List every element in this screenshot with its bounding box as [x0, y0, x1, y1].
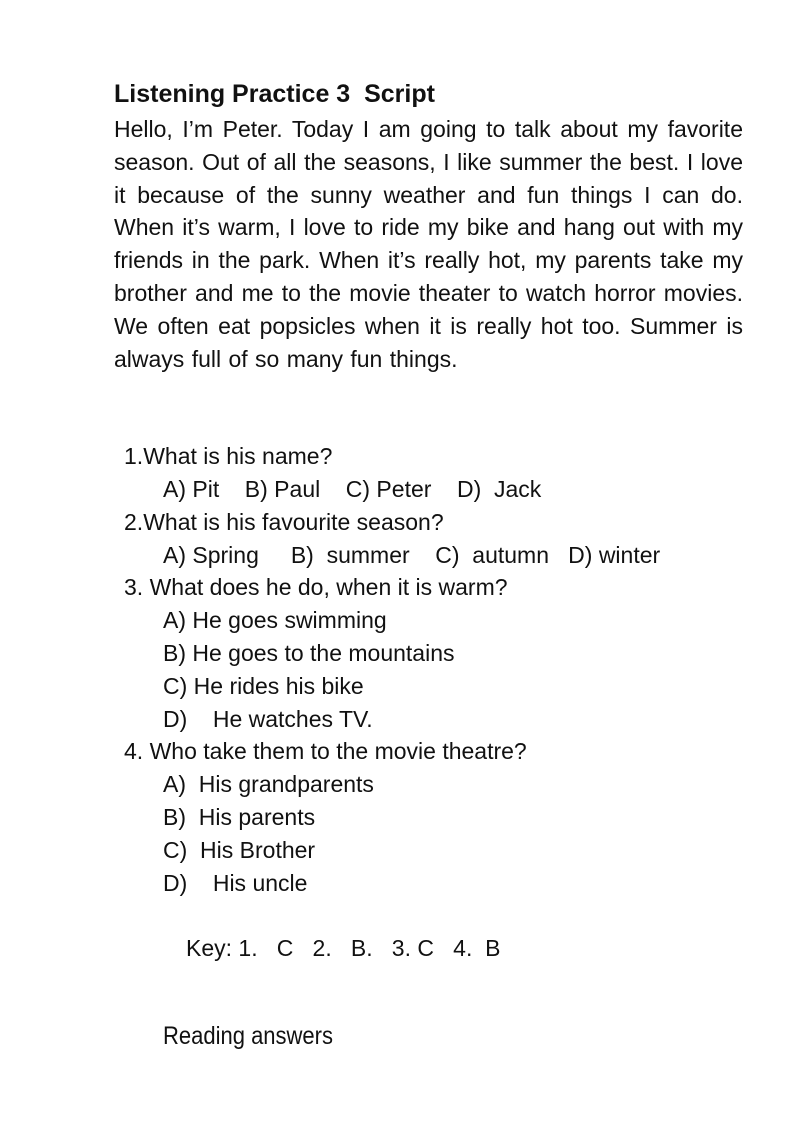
question-number: 4.	[124, 738, 144, 764]
question-text: Who take them to the movie theatre?	[143, 738, 527, 764]
question-number: 2.	[124, 509, 144, 535]
question-4-option-d: D) His uncle	[163, 870, 308, 896]
question-number: 1.	[124, 443, 144, 469]
question-3	[124, 572, 508, 602]
question-text: What does he do, when it is warm?	[143, 574, 508, 600]
question-4-option-b: B) His parents	[163, 804, 316, 830]
question-text: What is his favourite season?	[143, 509, 444, 535]
question-1-options: A) Pit B) Paul C) Peter D) Jack	[163, 476, 542, 502]
question-3-option-c: C) He rides his bike	[163, 673, 364, 699]
question-4	[124, 736, 527, 766]
question-number: 3.	[124, 574, 144, 600]
page-title: Listening Practice 3 Script	[114, 80, 435, 108]
question-3-option-a: A) He goes swimming	[163, 607, 387, 633]
script-passage: Hello, I’m Peter. Today I am going to talk about my favorite season. Out of all the seasons, I like summer the best. I love it because of the sunny weather and fun things I can do. When it’s warm, I love to ride my bike and hang out with my friends in the park. When it’s really hot, my parents take my brother and me to the movie theater to watch horror movies. We often eat popsicles when it is really hot too. Summer is always full of so many fun things.	[114, 116, 743, 372]
question-text: What is his name?	[143, 443, 333, 469]
question-2	[124, 507, 444, 537]
reading-answers-heading: Reading answers	[163, 1022, 333, 1050]
question-1	[124, 441, 332, 471]
question-4-option-c: C) His Brother	[163, 837, 316, 863]
answer-key: Key: 1. C 2. B. 3. C 4. B	[186, 935, 501, 961]
question-2-options: A) Spring B) summer C) autumn D) winter	[163, 542, 661, 568]
question-3-option-d: D) He watches TV.	[163, 706, 373, 732]
question-3-option-b: B) He goes to the mountains	[163, 640, 455, 666]
question-4-option-a: A) His grandparents	[163, 771, 374, 797]
